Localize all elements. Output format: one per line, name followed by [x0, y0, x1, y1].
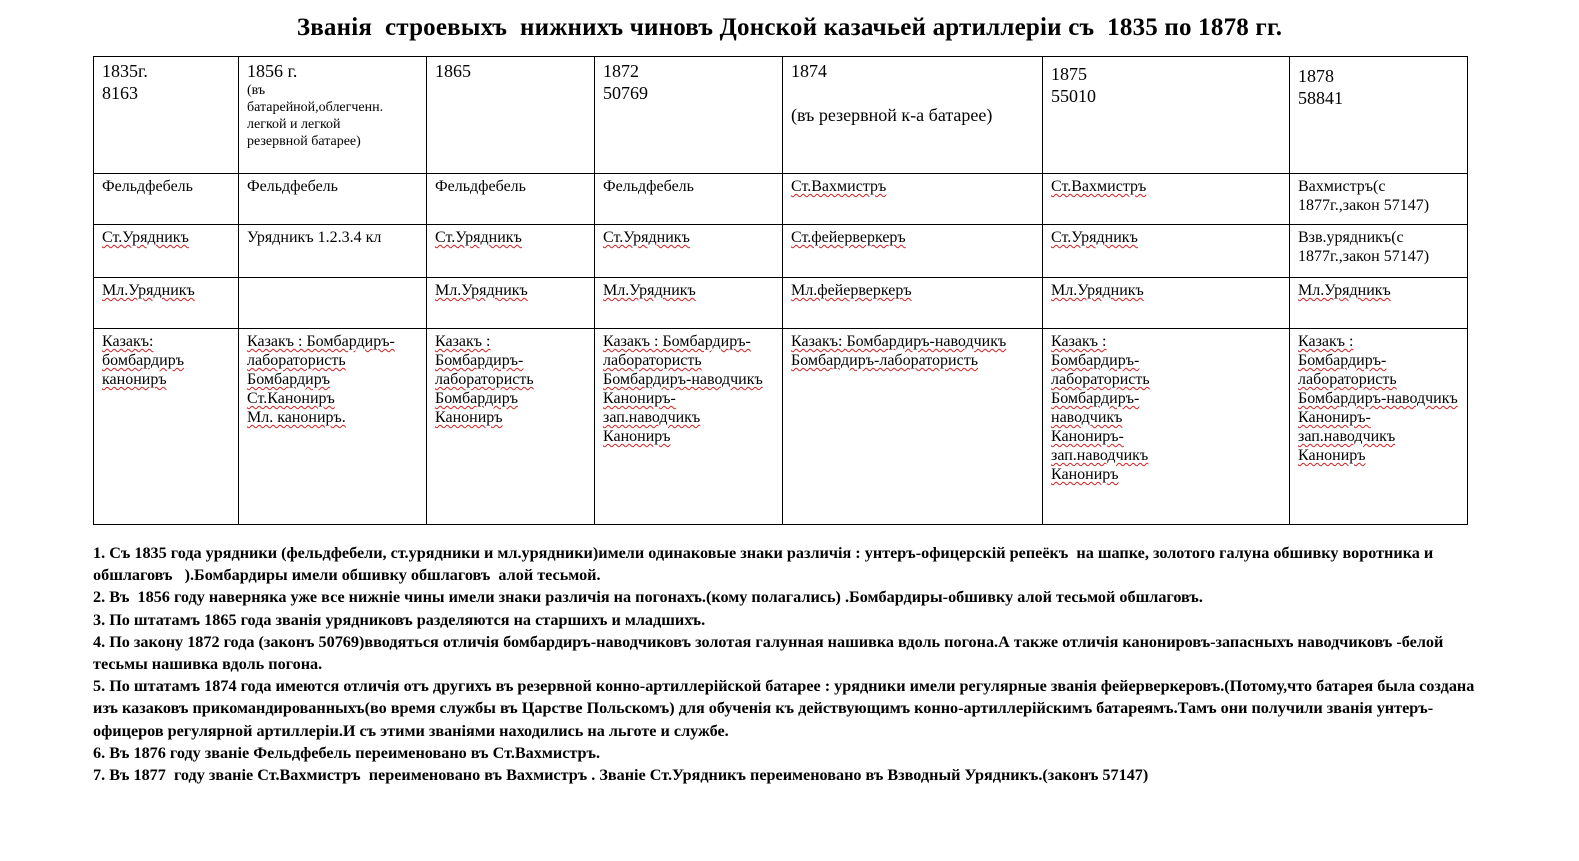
- table-row: [94, 174, 1468, 225]
- table-row: [94, 225, 1468, 278]
- header-cell: [595, 57, 783, 174]
- rank-cell: Ст.Урядникъ: [603, 229, 690, 246]
- table-header-row: [94, 57, 1468, 174]
- header-cell: [1290, 57, 1468, 174]
- footnote: 1. Съ 1835 года урядники (фельдфебели, ст.урядники и мл.урядники)имели одинаковые знаки различія : унтеръ-офицерскій репеёкъ на шапке, золотого галуна обшивку воротника и обшлаговъ ).Бомбардиры имели обшивку обшлаговъ алой тесьмой.: [93, 544, 1438, 585]
- header-year: 1872 50769: [603, 61, 648, 103]
- header-year: 1874 (въ резервной к-а батарее): [791, 61, 993, 125]
- rank-cell: Фельдфебель: [247, 178, 338, 195]
- rank-cell: Ст.Вахмистръ: [1051, 178, 1147, 195]
- rank-cell: Взв.урядникъ(с 1877г.,закон 57147): [1298, 229, 1430, 265]
- rank-cell: Казакъ : Бомбардиръ- лаборатористь Бомбардиръ-наводчикъ Канониръ- зап.наводчикъ Канониръ: [603, 333, 763, 445]
- rank-cell: Ст.Урядникъ: [102, 229, 189, 246]
- table-row: [94, 278, 1468, 329]
- header-cell: [783, 57, 1043, 174]
- rank-cell: Мл.Урядникъ: [435, 282, 528, 299]
- header-cell: [94, 57, 239, 174]
- ranks-table: [93, 56, 1468, 525]
- header-note: (въ батарейной,облегченн. легкой и легкой резервной батарее): [247, 83, 384, 149]
- rank-cell: Ст.Урядникъ: [435, 229, 522, 246]
- page-title: Званія строевыхъ нижнихъ чиновъ Донской казачьей артиллеріи съ 1835 по 1878 гг.: [296, 14, 1283, 41]
- footnote: 2. Въ 1856 году наверняка уже все нижніе чины имели знаки различія на погонахъ.(кому полагались) .Бомбардиры-обшивку алой тесьмой обшлаговъ.: [93, 588, 1203, 607]
- header-year: 1875 55010: [1051, 64, 1096, 106]
- footnote: 6. Въ 1876 году званіе Фельдфебель переименовано въ Ст.Вахмистръ.: [93, 743, 601, 762]
- rank-cell: Мл.Урядникъ: [1051, 282, 1144, 299]
- rank-cell: Казакъ : Бомбардиръ- лаборатористь Бомбардиръ-наводчикъ Канониръ- зап.наводчикъ Канониръ: [1298, 333, 1458, 464]
- rank-cell: Фельдфебель: [102, 178, 193, 195]
- rank-cell: Ст.фейерверкеръ: [791, 229, 906, 246]
- rank-cell: Урядникъ 1.2.3.4 кл: [247, 229, 382, 246]
- rank-cell: Мл.Урядникъ: [102, 282, 195, 299]
- rank-cell: Фельдфебель: [435, 178, 526, 195]
- rank-cell: Мл.Урядникъ: [1298, 282, 1391, 299]
- footnote: 7. Въ 1877 году званіе Ст.Вахмистръ переименовано въ Вахмистръ . Званіе Ст.Урядникъ переименовано въ Взводный Урядникъ.(законъ 57147): [93, 766, 1149, 785]
- rank-cell: Казакъ : Бомбардиръ- лаборатористь Бомбардиръ- наводчикъ Канониръ- зап.наводчикъ Канониръ: [1051, 333, 1150, 483]
- rank-cell: Казакъ: бомбардиръ канониръ: [102, 333, 184, 388]
- footnote: 3. По штатамъ 1865 года званія урядниковъ разделяются на старшихъ и младшихъ.: [93, 610, 706, 629]
- rank-cell: Ст.Вахмистръ: [791, 178, 887, 195]
- header-cell: [239, 57, 427, 174]
- footnote: 4. По закону 1872 года (законъ 50769)вводяться отличія бомбардиръ-наводчиковъ золотая галунная нашивка вдоль погона.А также отличія канонировъ-запасныхъ наводчиковъ -белой тесьмы нашивка вдоль погона.: [93, 632, 1448, 674]
- rank-cell: Казакъ: Бомбардиръ-наводчикъ Бомбардиръ-лаборатористь: [791, 333, 1007, 369]
- rank-cell: Ст.Урядникъ: [1051, 229, 1138, 246]
- table-row: [94, 329, 1468, 525]
- rank-cell: Фельдфебель: [603, 178, 694, 195]
- header-year: 1835г. 8163: [102, 61, 148, 103]
- rank-cell: Казакъ : Бомбардиръ- лаборатористь Бомбардиръ Канониръ: [435, 333, 534, 426]
- header-cell: [427, 57, 595, 174]
- header-year: 1856 г.: [247, 61, 298, 81]
- rank-cell: Мл.фейерверкеръ: [791, 282, 912, 299]
- rank-cell: Казакъ : Бомбардиръ- лаборатористь Бомбардиръ Ст.Канониръ Мл. канониръ.: [247, 333, 395, 426]
- footnote: 5. По штатамъ 1874 года имеются отличія отъ другихъ въ резервной конно-артиллерійской батарее : урядники имели регулярные званія фейерверкеровъ.(Потому,что батарея была создана изъ казаковъ прикомандированныхъ(во время службы въ Царстве Польскомъ) для обученія къ действующимъ конно-артиллерійскимъ батареямъ.Тамъ они получили званія унтеръ-офицеров регулярной артиллеріи.И съ этими званіями находились на льготе и службе.: [93, 677, 1479, 740]
- rank-cell: Вахмистръ(с 1877г.,закон 57147): [1298, 178, 1430, 214]
- header-year: 1865: [435, 61, 471, 81]
- rank-cell: Мл.Урядникъ: [603, 282, 696, 299]
- header-cell: [1043, 57, 1290, 174]
- footnotes: [93, 542, 1493, 786]
- header-year: 1878 58841: [1298, 66, 1343, 108]
